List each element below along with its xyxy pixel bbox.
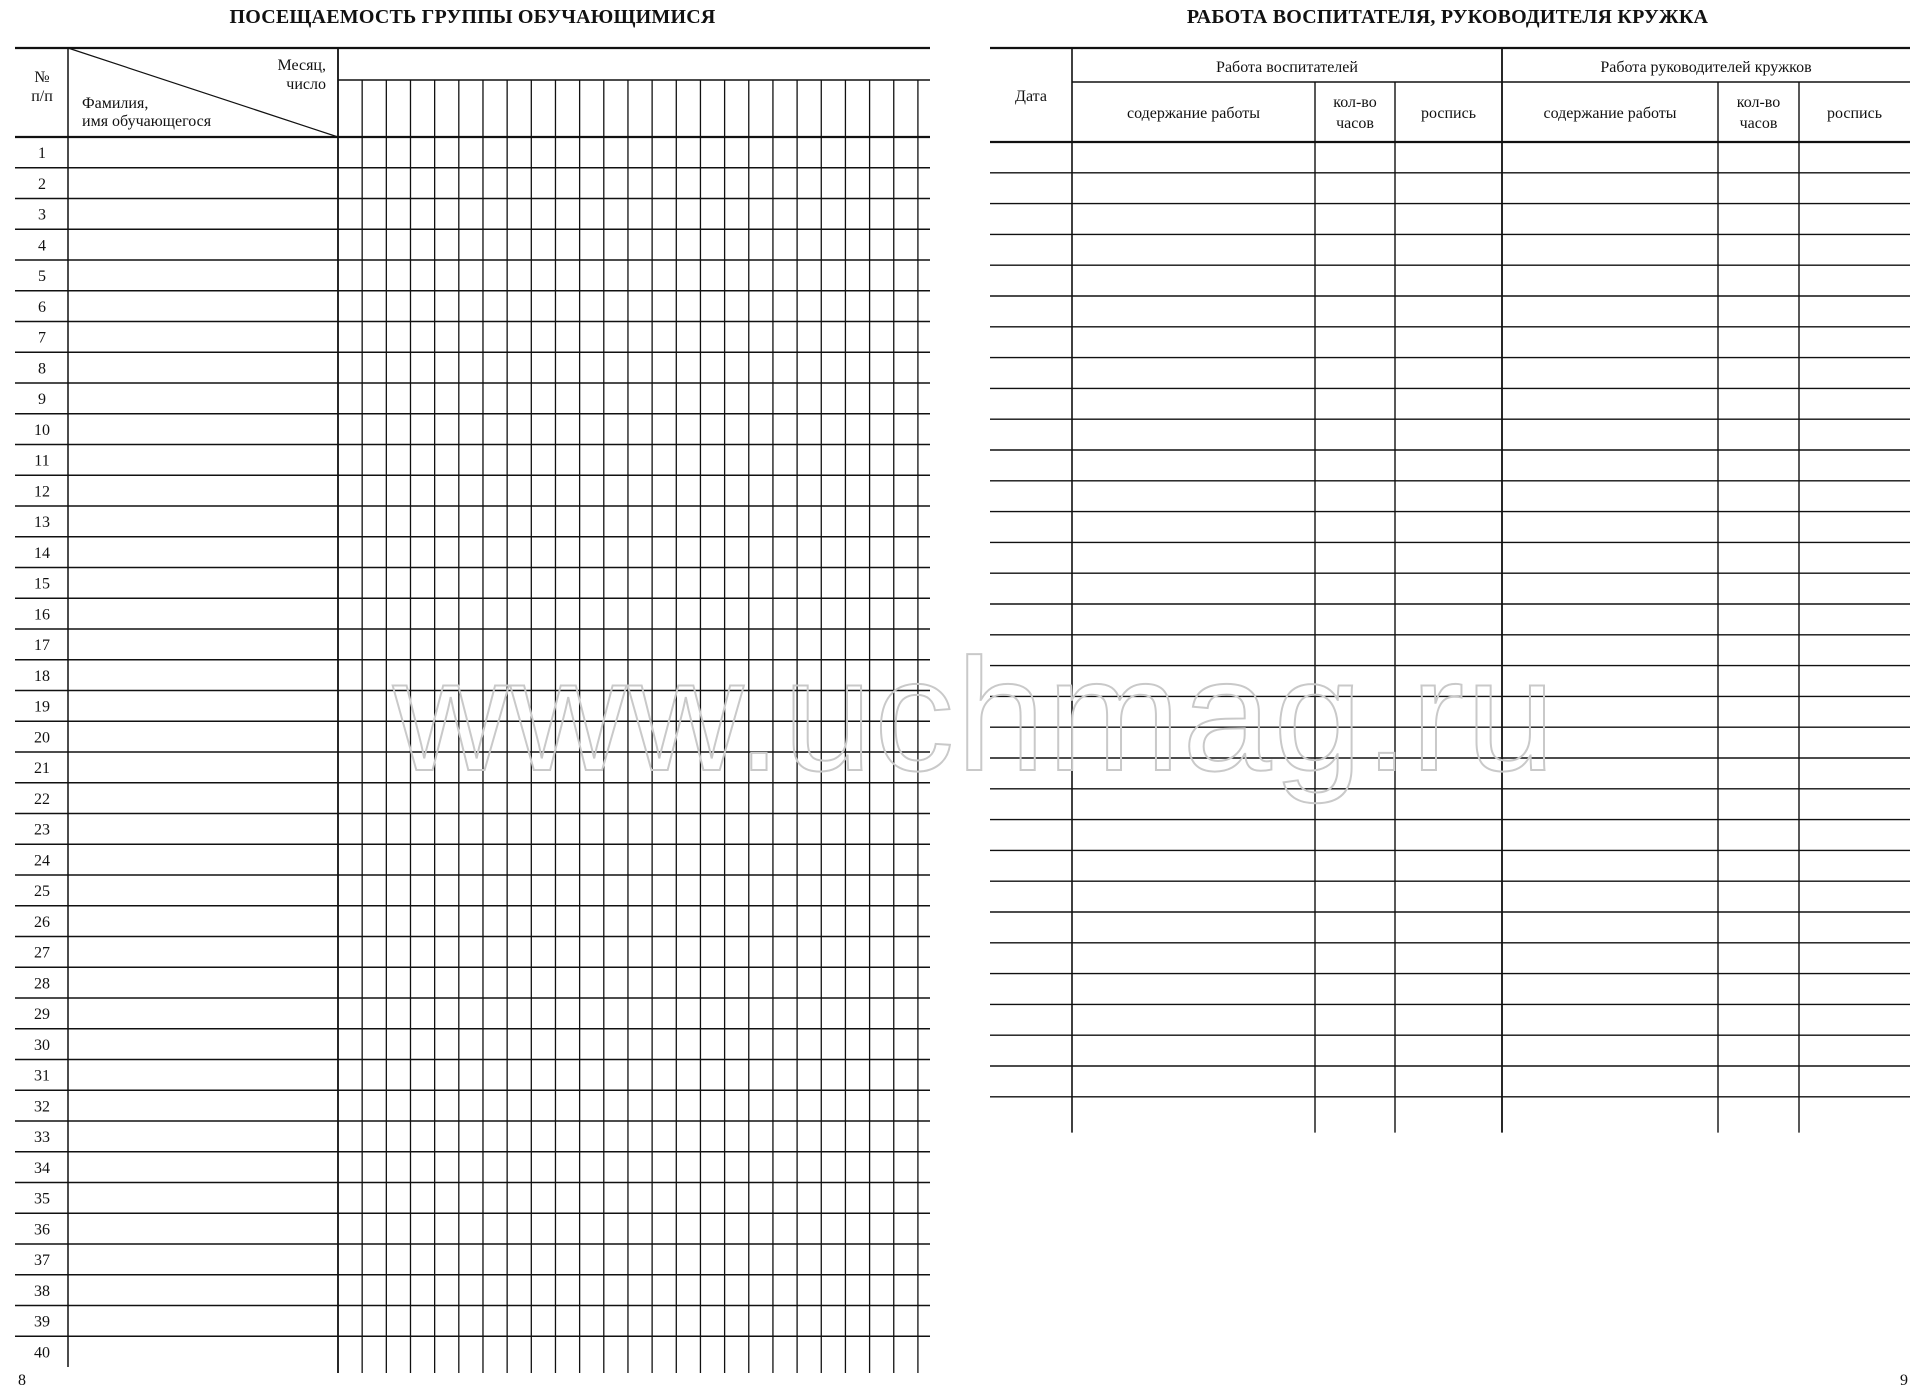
row-number: 23: [34, 821, 50, 839]
row-number: 11: [34, 452, 50, 470]
row-number: 38: [34, 1282, 50, 1300]
row-number: 21: [34, 760, 50, 777]
row-number: 10: [34, 421, 50, 439]
row-number: 6: [38, 298, 46, 316]
header-signature-2: роспись: [1826, 105, 1883, 122]
header-hours-2b: часов: [1739, 115, 1778, 132]
row-number: 19: [34, 698, 50, 716]
row-number: 31: [34, 1067, 50, 1085]
row-number: 8: [38, 360, 46, 378]
row-number: 16: [34, 606, 50, 624]
row-number: 13: [34, 514, 50, 531]
left-page-title: ПОСЕЩАЕМОСТЬ ГРУППЫ ОБУЧАЮЩИМИСЯ: [229, 6, 716, 28]
header-content-1: содержание работы: [1126, 105, 1261, 122]
work-table: [990, 48, 1910, 1133]
header-name: имя обучающегося: [82, 113, 212, 130]
row-number: 5: [38, 268, 46, 285]
row-number: 39: [34, 1313, 50, 1331]
row-number: 2: [38, 175, 46, 193]
header-number-sign: №: [34, 69, 50, 86]
attendance-table-text: [31, 57, 326, 1361]
row-number: 12: [34, 483, 50, 501]
row-number: 36: [34, 1221, 50, 1239]
row-number: 25: [34, 883, 50, 900]
header-group-clubs: Работа руководителей кружков: [1600, 59, 1812, 76]
header-hours-1b: часов: [1336, 115, 1374, 132]
row-number: 27: [34, 944, 50, 962]
row-number: 26: [34, 913, 50, 931]
row-number: 3: [38, 206, 46, 224]
header-hours-2a: кол-во: [1736, 94, 1781, 111]
header-month: Месяц,: [277, 57, 326, 74]
right-page-title: РАБОТА ВОСПИТАТЕЛЯ, РУКОВОДИТЕЛЯ КРУЖКА: [1186, 6, 1709, 28]
row-number: 22: [34, 790, 50, 808]
header-content-2: содержание работы: [1543, 105, 1677, 122]
header-date: Дата: [1015, 88, 1047, 105]
row-number: 37: [34, 1252, 50, 1269]
row-number: 35: [34, 1190, 50, 1208]
row-number: 32: [34, 1098, 50, 1116]
right-page-number: 9: [1900, 1372, 1908, 1389]
header-signature-1: роспись: [1420, 105, 1477, 122]
row-number: 30: [34, 1036, 50, 1054]
work-table-text: [1015, 59, 1882, 132]
row-number: 34: [34, 1159, 50, 1177]
row-number: 7: [38, 329, 46, 347]
row-number: 1: [38, 145, 46, 162]
row-number: 14: [34, 544, 50, 562]
header-number-abbr: п/п: [31, 88, 53, 105]
row-number: 33: [34, 1129, 50, 1146]
header-day: число: [286, 76, 326, 93]
row-number: 24: [34, 852, 50, 870]
row-number: 15: [34, 575, 50, 593]
row-number: 29: [34, 1006, 50, 1023]
header-group-teachers: Работа воспитателей: [1216, 59, 1358, 76]
row-number: 40: [34, 1344, 50, 1362]
row-number: 17: [34, 637, 50, 654]
row-number: 4: [38, 237, 46, 255]
watermark: www.uchmag.ru: [392, 625, 1558, 804]
header-hours-1a: кол-во: [1333, 94, 1377, 111]
row-number: 9: [38, 391, 46, 408]
row-number: 18: [34, 667, 50, 685]
left-page-number: 8: [18, 1372, 26, 1389]
row-number: 28: [34, 975, 50, 993]
header-surname: Фамилия,: [82, 95, 149, 112]
row-number: 20: [34, 729, 50, 747]
